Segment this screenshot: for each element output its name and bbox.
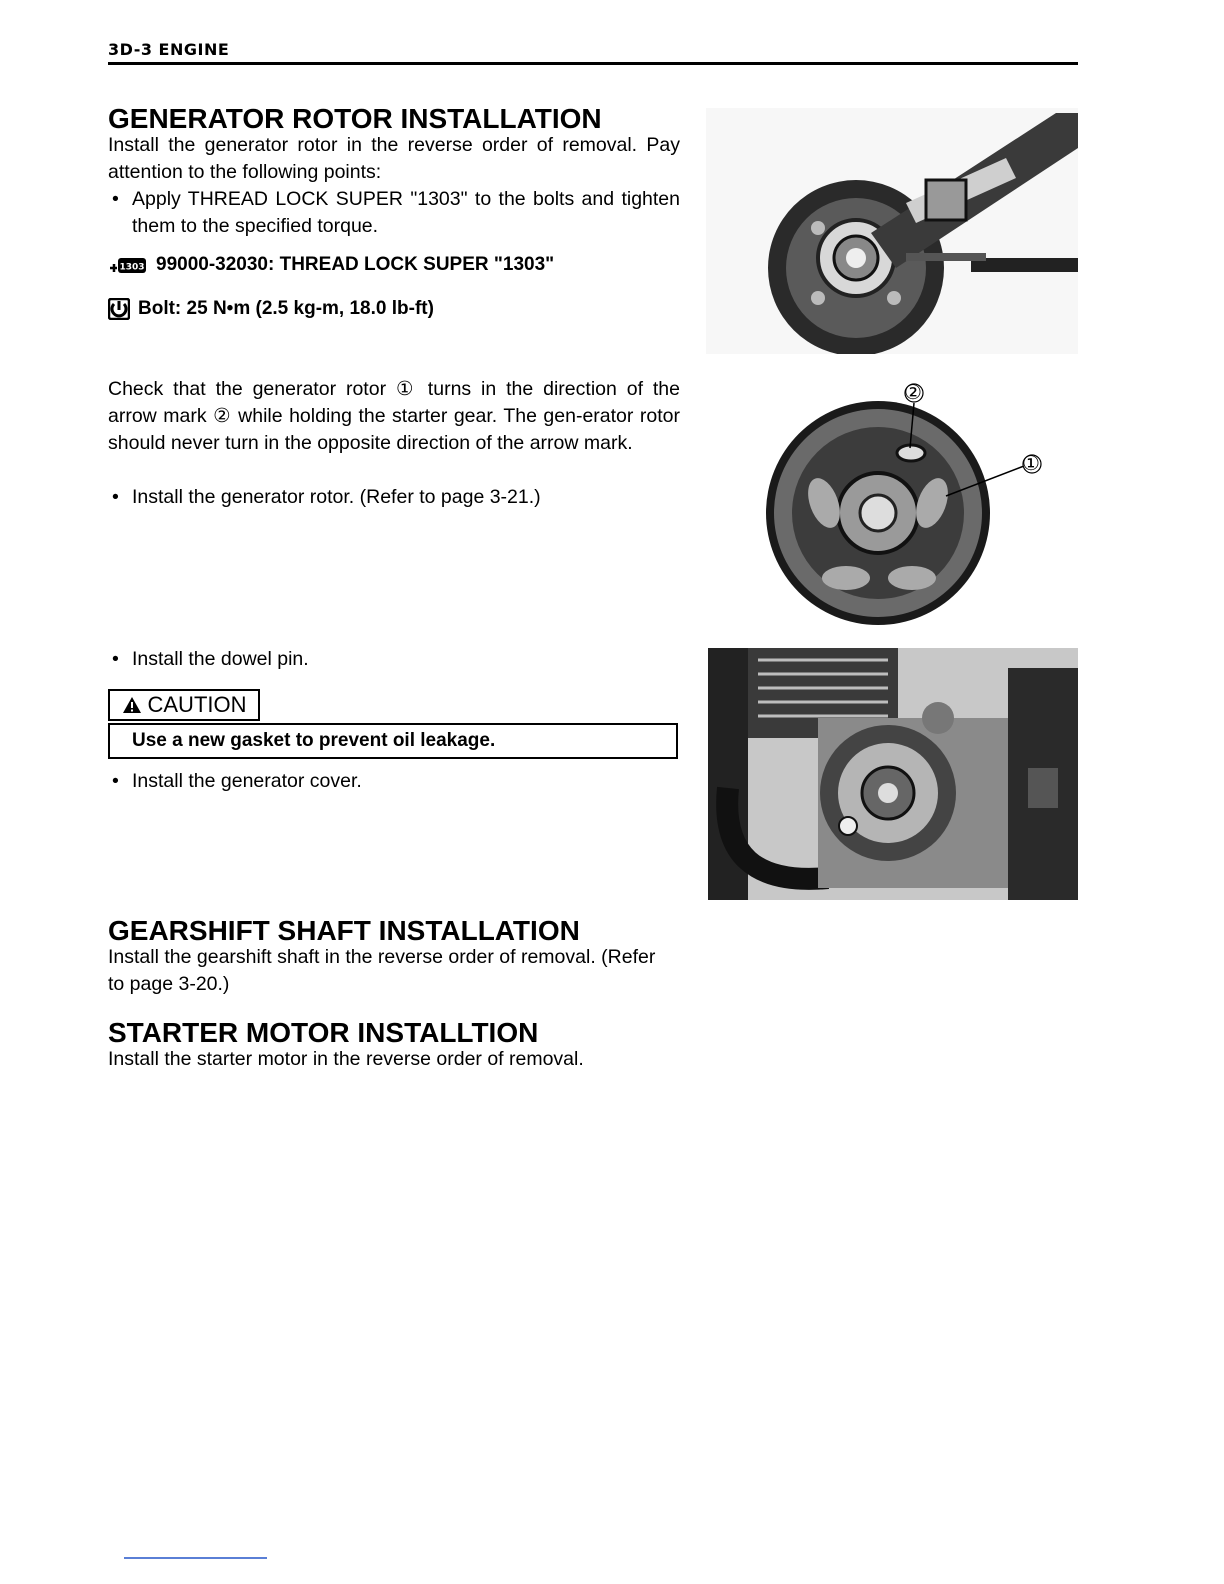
bullet-install-rotor: • Install the generator rotor. (Refer to page 3-21.) [108,484,680,511]
caution-label [108,689,260,721]
photo-torque-wrench [706,108,1078,354]
starter-section-title: STARTER MOTOR INSTALLTION [108,1017,539,1048]
page-header-code: 3D-3 ENGINE [108,40,230,59]
caution-text: Use a new gasket to prevent oil leakage. [132,730,496,751]
threadlock-spec [108,254,554,276]
caution-label-text: CAUTION [147,692,247,717]
threadlock-spec-text: 99000-32030: THREAD LOCK SUPER "1303" [156,254,555,275]
bullet-dowel-pin: • Install the dowel pin. [108,646,680,673]
generator-intro-text: Install the generator rotor in the reverse order of removal. Pay attention to the following points: [108,134,680,183]
photo-engine-generator [708,648,1078,900]
gearshift-section-title: GEARSHIFT SHAFT INSTALLATION [108,915,580,946]
gear-label-two: ② [904,380,922,404]
bullet-generator-cover: • Install the generator cover. [108,768,680,795]
caution-box [108,723,678,759]
torque-wrench-icon [108,298,130,320]
footer-link-underline [124,1557,267,1559]
gearshift-text: Install the gearshift shaft in the reverse order of removal. (Refer to page 3-20.) [108,946,656,995]
header-rule [108,62,1078,65]
svg-text:1303: 1303 [119,262,145,273]
generator-section-title: GENERATOR ROTOR INSTALLATION [108,103,602,134]
starter-text: Install the starter motor in the reverse order of removal. [108,1048,584,1070]
bullet-thread-lock: • Apply THREAD LOCK SUPER "1303" to the bolts and tighten them to the specified torque. [108,186,680,240]
torque-spec-text: Bolt: 25 N•m (2.5 kg-m, 18.0 lb-ft) [138,298,434,319]
photo-starter-gear [706,378,1078,628]
torque-spec [108,298,434,320]
rotor-check-text: Check that the generator rotor ① turns in the direction of the arrow mark ② while holding the starter gear. The gen-erator rotor should never turn in the opposite direction of the arrow mark. [108,378,680,454]
gear-label-one: ① [1022,451,1040,475]
thread-lock-icon [108,254,148,276]
warning-triangle-icon [122,696,142,714]
